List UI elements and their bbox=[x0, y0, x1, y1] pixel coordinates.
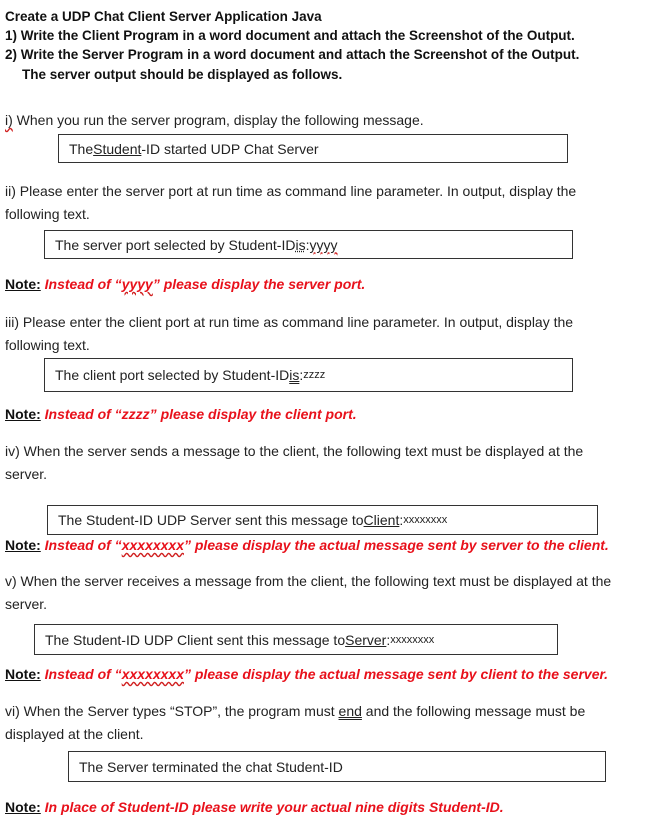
step-1-text: When you run the server program, display the following message. bbox=[12, 112, 424, 128]
box-text: The bbox=[69, 140, 94, 157]
client-message-placeholder: xxxxxxxx bbox=[390, 633, 435, 646]
requirement-server: 2) Write the Server Program in a word document and attach the Screenshot of the Output. bbox=[5, 47, 580, 62]
box-colon: : bbox=[299, 367, 304, 383]
server-sent-note bbox=[5, 537, 609, 553]
note-text: Instead of “ bbox=[40, 276, 122, 292]
note-label: Note: bbox=[5, 799, 41, 815]
client-port-placeholder: zzzz bbox=[303, 369, 326, 381]
box-is: is bbox=[289, 367, 300, 383]
note-text: Instead of “ bbox=[40, 537, 122, 553]
server-port-placeholder: yyyy bbox=[309, 236, 338, 253]
box-is: is bbox=[295, 236, 306, 253]
step-2-instruction-line2: following text. bbox=[5, 206, 90, 222]
client-sent-note bbox=[5, 666, 608, 682]
box-target: Server bbox=[345, 631, 387, 648]
assignment-title: Create a UDP Chat Client Server Application Java bbox=[5, 9, 322, 24]
client-port-message-box bbox=[44, 358, 573, 392]
step-6-instruction-line2: displayed at the client. bbox=[5, 726, 144, 742]
client-sent-message-box bbox=[34, 624, 558, 655]
client-port-note bbox=[5, 406, 357, 422]
step-3-instruction-line2: following text. bbox=[5, 337, 90, 353]
note-text: Instead of “zzzz” please display the client port. bbox=[40, 406, 357, 422]
step-4-instruction-line1: iv) When the server sends a message to the client, the following text must be displayed at the bbox=[5, 443, 584, 459]
note-placeholder: xxxxxxxx bbox=[121, 537, 184, 553]
step-1-instruction bbox=[5, 109, 424, 132]
note-label: Note: bbox=[5, 666, 41, 682]
note-text: ” please display the actual message sent by client to the server. bbox=[183, 666, 609, 682]
step-2-instruction-line1: ii) Please enter the server port at run time as command line parameter. In output, display the bbox=[5, 183, 577, 199]
box-text: The client port selected by Student-ID bbox=[55, 367, 290, 383]
note-label: Note: bbox=[5, 406, 41, 422]
server-port-note bbox=[5, 276, 365, 292]
step-1-number: i) bbox=[5, 112, 13, 128]
step-4-instruction-line2: server. bbox=[5, 466, 48, 482]
step-5-instruction-line2: server. bbox=[5, 596, 48, 612]
server-start-message-box bbox=[58, 134, 568, 163]
box-text: The Student-ID UDP Server sent this message to bbox=[58, 512, 364, 528]
requirement-client: 1) Write the Client Program in a word document and attach the Screenshot of the Output. bbox=[5, 28, 575, 43]
server-sent-message-box bbox=[47, 505, 598, 535]
box-text-underlined: Student bbox=[93, 140, 142, 157]
termination-message-box bbox=[68, 751, 606, 782]
note-text: ” please display the actual message sent by server to the client. bbox=[183, 537, 609, 553]
step-6-text: vi) When the Server types “STOP”, the program must bbox=[5, 703, 339, 719]
box-colon: : bbox=[386, 631, 391, 648]
student-id-note bbox=[5, 799, 504, 815]
step-3-instruction-line1: iii) Please enter the client port at run time as command line parameter. In output, display the bbox=[5, 314, 574, 330]
box-text: -ID started UDP Chat Server bbox=[141, 140, 319, 157]
box-text: The server port selected by Student-ID bbox=[55, 236, 296, 253]
box-colon: : bbox=[305, 236, 310, 253]
step-6-end-word: end bbox=[338, 703, 362, 719]
server-message-placeholder: xxxxxxxx bbox=[403, 514, 448, 526]
note-label: Note: bbox=[5, 276, 41, 292]
note-placeholder: yyyy bbox=[121, 276, 153, 292]
requirement-output-note: The server output should be displayed as follows. bbox=[22, 67, 343, 82]
note-text: ” please display the server port. bbox=[152, 276, 366, 292]
box-colon: : bbox=[399, 512, 404, 528]
box-text: The Server terminated the chat Student-ID bbox=[79, 758, 343, 775]
note-placeholder: xxxxxxxx bbox=[121, 666, 184, 682]
server-port-message-box bbox=[44, 230, 573, 259]
note-text: In place of Student-ID please write your actual nine digits Student-ID. bbox=[40, 799, 504, 815]
step-6-text: and the following message must be bbox=[361, 703, 586, 719]
note-text: Instead of “ bbox=[40, 666, 122, 682]
step-6-instruction-line1 bbox=[5, 700, 585, 723]
note-label: Note: bbox=[5, 537, 41, 553]
box-text: The Student-ID UDP Client sent this message to bbox=[45, 631, 346, 648]
box-target: Client bbox=[363, 512, 400, 528]
step-5-instruction-line1: v) When the server receives a message from the client, the following text must be displayed at the bbox=[5, 573, 612, 589]
